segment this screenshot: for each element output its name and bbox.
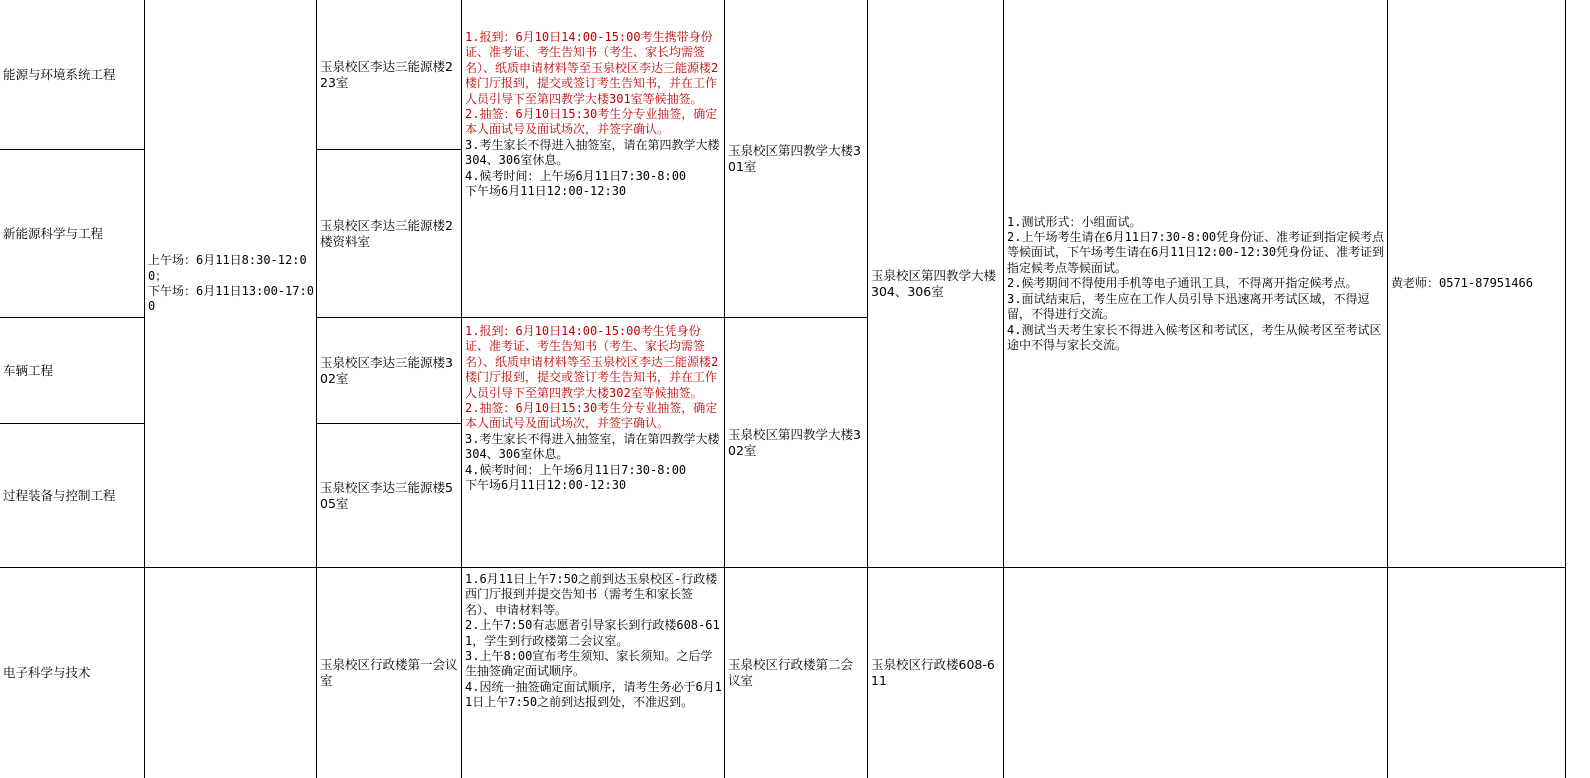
major-name: 车辆工程 bbox=[3, 363, 54, 379]
major-cell bbox=[0, 424, 145, 568]
grid-line bbox=[317, 423, 462, 424]
major-name: 过程装备与控制工程 bbox=[3, 488, 116, 504]
checkin-room-cell bbox=[317, 150, 462, 318]
major-cell bbox=[0, 568, 145, 778]
process-c: 1.6月11日上午7:50之前到达玉泉校区-行政楼西门厅报到并提交告知书（需考生和家长签名）、申请材料等。 2.上午7:50有志愿者引导家长到行政楼608-611，学生到行政楼第二会议室。 3.上午8:00宣布考生须知、家长须知。之后学生抽签确定面试顺序。 4.因统一抽签确定面试顺序，请考生务必于6月11日上午7:50之前到达报到处，不准迟到。 bbox=[465, 572, 722, 710]
parent-room-cell bbox=[868, 568, 1004, 778]
time-cell bbox=[145, 0, 317, 568]
interview-time: 上午场：6月11日8:30-12:00； 下午场：6月11日13:00-17:00 bbox=[148, 253, 314, 314]
checkin-room: 玉泉校区李达三能源楼2楼资料室 bbox=[320, 218, 453, 249]
waiting-room: 玉泉校区行政楼第二会议室 bbox=[728, 657, 854, 688]
process-b-black: 3.考生家长不得进入抽签室，请在第四教学大楼304、306室休息。 4.候考时间：上午场6月11日7:30-8:00 下午场6月11日12:00-12:30 bbox=[465, 431, 720, 493]
notes-cell bbox=[1004, 0, 1388, 568]
major-name: 新能源科学与工程 bbox=[3, 226, 104, 242]
time-cell-empty bbox=[145, 568, 317, 778]
contact-cell bbox=[1388, 0, 1565, 568]
grid-line bbox=[0, 317, 145, 318]
grid-line bbox=[1387, 0, 1388, 778]
grid-line bbox=[144, 0, 145, 778]
grid-line bbox=[724, 0, 725, 778]
grid-line bbox=[1565, 0, 1566, 778]
major-cell bbox=[0, 150, 145, 318]
grid-line bbox=[867, 0, 868, 778]
process-a-black: 3.考生家长不得进入抽签室，请在第四教学大楼304、306室休息。 4.候考时间：上午场6月11日7:30-8:00 下午场6月11日12:00-12:30 bbox=[465, 137, 720, 199]
major-cell bbox=[0, 0, 145, 150]
grid-line bbox=[1003, 0, 1004, 778]
major-name: 电子科学与技术 bbox=[3, 665, 91, 681]
waiting-room-cell bbox=[725, 568, 868, 778]
grid-line bbox=[317, 149, 462, 150]
grid-line bbox=[0, 149, 145, 150]
checkin-room-cell bbox=[317, 318, 462, 424]
checkin-room-cell bbox=[317, 0, 462, 150]
waiting-room: 玉泉校区第四教学大楼302室 bbox=[728, 427, 861, 458]
grid-line bbox=[0, 423, 145, 424]
waiting-room-cell bbox=[725, 318, 868, 568]
parent-room: 玉泉校区第四教学大楼304、306室 bbox=[871, 268, 997, 299]
major-cell bbox=[0, 318, 145, 424]
grid-line bbox=[316, 0, 317, 778]
grid-line bbox=[0, 567, 1566, 568]
checkin-room: 玉泉校区行政楼第一会议室 bbox=[320, 657, 458, 688]
process-cell bbox=[462, 30, 725, 290]
process-a-red: 1.报到：6月10日14:00-15:00考生携带身份证、准考证、考生告知书（考生、家长均需签名）、纸质申请材料等至玉泉校区李达三能源楼2楼门厅报到，提交或签订考生告知书，并在工作人员引导下至第四教学大楼301室等候抽签。 2.抽签：6月10日15:30考生分专业抽签，确定本人面试号及面试场次，并签字确认。 bbox=[465, 30, 719, 137]
process-cell bbox=[462, 572, 725, 778]
checkin-room: 玉泉校区李达三能源楼505室 bbox=[320, 480, 453, 511]
process-cell bbox=[462, 324, 725, 564]
parent-room-cell bbox=[868, 0, 1004, 568]
checkin-room-cell bbox=[317, 568, 462, 778]
grid-line bbox=[317, 317, 868, 318]
notes-cell-empty bbox=[1004, 568, 1388, 778]
waiting-room: 玉泉校区第四教学大楼301室 bbox=[728, 143, 861, 174]
checkin-room-cell bbox=[317, 424, 462, 568]
notes-text: 1.测试形式：小组面试。 2.上午场考生请在6月11日7:30-8:00凭身份证、准考证到指定候考点等候面试，下午场考生请在6月11日12:00-12:30凭身份证、准考证到指定候考点等候面试。 2.候考期间不得使用手机等电子通讯工具，不得离开指定候考点。 3.面试结束后，考生应在工作人员引导下迅速离开考试区域，不得逗留，不得进行交流。 4.测试当天考生家长不得进入候考区和考试区，考生从候考区至考试区途中不得与家长交流。 bbox=[1007, 214, 1385, 352]
contact-text: 黄老师：0571-87951466 bbox=[1391, 276, 1533, 291]
checkin-room: 玉泉校区李达三能源楼302室 bbox=[320, 355, 453, 386]
waiting-room-cell bbox=[725, 0, 868, 318]
major-name: 能源与环境系统工程 bbox=[3, 67, 116, 83]
process-b-red: 1.报到：6月10日14:00-15:00考生凭身份证、准考证、考生告知书（考生、家长均需签名）、纸质申请材料等至玉泉校区李达三能源楼2楼门厅报到，提交或签订考生告知书，并在工作人员引导下至第四教学大楼302室等候抽签。 2.抽签：6月10日15:30考生分专业抽签，确定本人面试号及面试场次，并签字确认。 bbox=[465, 324, 719, 431]
checkin-room: 玉泉校区李达三能源楼223室 bbox=[320, 59, 453, 90]
grid-line bbox=[461, 0, 462, 778]
parent-room: 玉泉校区行政楼608-611 bbox=[871, 657, 995, 688]
contact-cell-empty bbox=[1388, 568, 1565, 778]
